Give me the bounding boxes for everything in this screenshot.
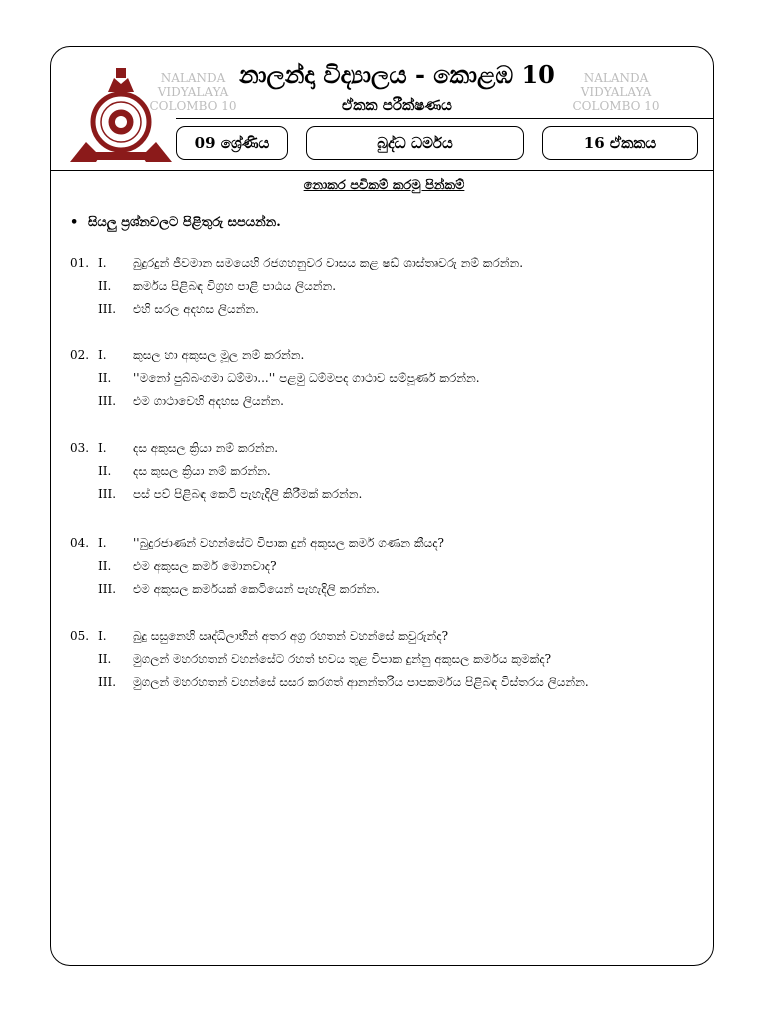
question-text: ''බුදුරජාණන් වහන්සේට විපාක දුන් අකුසල කර්ම ගණන කීයද? xyxy=(133,536,444,550)
header-bottom-divider xyxy=(50,170,714,171)
question-part-number: III. xyxy=(98,302,117,316)
question-part-number: I. xyxy=(98,441,107,455)
question-text: එම අකුසල කර්ම මොනවාද? xyxy=(133,559,277,573)
question-number: 04. xyxy=(70,536,90,550)
question-text: ''මනෝ පුබ්බංගමා ධම්මා...'' පළමු ධම්මපද ගාථාව සම්පූර්ණ කරන්න. xyxy=(133,371,480,385)
question-text: එම අකුසල කර්මයක් කෙටියෙන් පැහැදිලි කරන්න. xyxy=(133,582,380,596)
question-part-number: I. xyxy=(98,536,107,550)
instruction xyxy=(70,215,281,230)
question-text: කුසල හා අකුසල මූල නම් කරන්න. xyxy=(133,348,305,362)
question-number: 05. xyxy=(70,629,90,643)
question-text: මුගලන් මහරහතන් වහන්සේට රහත් භවය තුළ විපාක දුන්නු අකුසල කර්මය කුමක්ද? xyxy=(133,652,552,666)
question-part-number: II. xyxy=(98,559,112,573)
question-part-number: III. xyxy=(98,394,117,408)
question-part-number: II. xyxy=(98,464,112,478)
exam-name: ඒකක පරීක්ෂණය xyxy=(342,96,452,114)
question-text: එහි සරල අදහස ලියන්න. xyxy=(133,302,259,316)
question-text: කර්මය පිළිබඳ විග්‍රහ පාළි පාඨය ලියන්න. xyxy=(133,279,337,293)
bullet-icon: • xyxy=(70,215,79,230)
page-title: නොකර පවිකම් කරමු පින්කම් xyxy=(303,178,465,193)
subject-box: බුද්ධ ධර්මය xyxy=(306,126,524,160)
question-part-number: II. xyxy=(98,279,112,293)
question-part-number: III. xyxy=(98,675,117,689)
school-name: නාලන්දා විද්‍යාලය - කොළඹ 10 xyxy=(239,60,555,89)
question-part-number: III. xyxy=(98,582,117,596)
question-number: 02. xyxy=(70,348,90,362)
unit-box: 16 ඒකකය xyxy=(542,126,698,160)
question-text: මුගලන් මහරහතන් වහන්සේ සසර කරගත් ආනන්තරිය පාපකර්මය පිළිබඳ විස්තරය ලියන්න. xyxy=(133,675,589,689)
header-divider xyxy=(176,118,714,119)
instruction-text: සියලු ප්‍රශ්නවලට පිළිතුරු සපයන්න. xyxy=(88,215,281,230)
watermark-left: NALANDA VIDYALAYA COLOMBO 10 xyxy=(149,71,237,113)
question-number: 01. xyxy=(70,256,90,270)
question-number: 03. xyxy=(70,441,90,455)
grade-box: 09 ශ්‍රේණිය xyxy=(176,126,288,160)
question-text: දස කුසල ක්‍රියා නම් කරන්න. xyxy=(133,464,271,478)
question-part-number: I. xyxy=(98,256,107,270)
question-text: එම ගාථාවෙහි අදහස ලියන්න. xyxy=(133,394,284,408)
watermark-right: NALANDA VIDYALAYA COLOMBO 10 xyxy=(572,71,660,113)
question-part-number: III. xyxy=(98,487,117,501)
question-text: පස් පව් පිළිබඳ කෙටි පැහැදිලි කිරීමක් කරන්න. xyxy=(133,487,363,501)
question-text: බුදුරදුන් ජීවමාන සමයෙහි රජගහනුවර වාසය කළ ෂඩ් ශාස්තෘවරු නම් කරන්න. xyxy=(133,256,524,270)
question-part-number: II. xyxy=(98,371,112,385)
question-text: බුදු සසුනෙහි ඍද්ධිලාභීන් අතර අග්‍ර රහතන් වහන්සේ කවුරුන්ද? xyxy=(133,629,449,643)
question-part-number: II. xyxy=(98,652,112,666)
question-text: දස අකුසල ක්‍රියා නම් කරන්න. xyxy=(133,441,279,455)
question-part-number: I. xyxy=(98,348,107,362)
question-part-number: I. xyxy=(98,629,107,643)
